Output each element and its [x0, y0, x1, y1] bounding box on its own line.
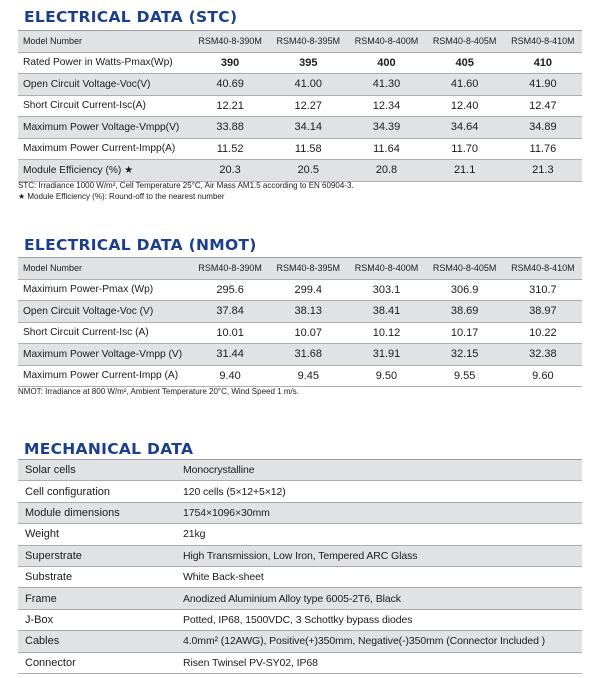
spec-label: Cell configuration [18, 481, 176, 502]
table-cell: 12.40 [426, 95, 504, 117]
model-390m: RSM40-8-390M [191, 258, 269, 280]
spec-value: High Transmission, Low Iron, Tempered ARC Glass [176, 545, 582, 566]
mechanical-table [18, 459, 582, 674]
table-row [18, 524, 582, 545]
table-cell: 400 [347, 52, 425, 74]
table-cell: 10.17 [426, 322, 504, 344]
table-row [18, 609, 582, 630]
nmot-table [18, 257, 582, 387]
efficiency-note: ★ Module Efficiency (%): Round-off to the nearest number [18, 192, 225, 201]
table-cell: 9.50 [347, 365, 425, 387]
table-cell: 405 [426, 52, 504, 74]
spec-label: Connector [18, 652, 176, 673]
table-cell: 32.38 [504, 344, 582, 366]
row-label: Open Circuit Voltage-Voc (V) [18, 301, 191, 323]
row-label: Rated Power in Watts-Pmax(Wp) [18, 52, 191, 74]
table-cell: 38.13 [269, 301, 347, 323]
spec-label: Cables [18, 631, 176, 652]
row-label: Module Efficiency (%) ★ [18, 160, 191, 182]
stc-notes [18, 180, 588, 202]
table-row [18, 631, 582, 652]
row-label: Maximum Power Voltage-Vmpp (V) [18, 344, 191, 366]
table-cell: 11.64 [347, 138, 425, 160]
spec-label: Substrate [18, 566, 176, 587]
nmot-section-title: ELECTRICAL DATA (NMOT) [24, 236, 257, 254]
stc-header-row [18, 31, 582, 53]
table-cell: 20.5 [269, 160, 347, 182]
table-cell: 34.64 [426, 117, 504, 139]
model-405m: RSM40-8-405M [426, 258, 504, 280]
table-cell: 12.34 [347, 95, 425, 117]
nmot-notes [18, 386, 588, 397]
table-cell: 41.30 [347, 74, 425, 96]
model-395m: RSM40-8-395M [269, 31, 347, 53]
spec-value: Monocrystalline [176, 460, 582, 481]
row-label: Maximum Power Current-Impp (A) [18, 365, 191, 387]
spec-value: White Back-sheet [176, 566, 582, 587]
row-label: Short Circuit Current-Isc (A) [18, 322, 191, 344]
table-row [18, 344, 582, 366]
table-row [18, 52, 582, 74]
row-label: Maximum Power Voltage-Vmpp(V) [18, 117, 191, 139]
nmot-note: NMOT: Irradiance at 800 W/m², Ambient Temperature 20°C, Wind Speed 1 m/s. [18, 387, 299, 396]
table-cell: 11.58 [269, 138, 347, 160]
model-410m: RSM40-8-410M [504, 31, 582, 53]
table-cell: 306.9 [426, 279, 504, 301]
table-cell: 33.88 [191, 117, 269, 139]
table-cell: 38.97 [504, 301, 582, 323]
table-row [18, 365, 582, 387]
table-cell: 299.4 [269, 279, 347, 301]
spec-value: 4.0mm² (12AWG), Positive(+)350mm, Negative(-)350mm (Connector Included ) [176, 631, 582, 652]
table-row [18, 566, 582, 587]
table-cell: 41.00 [269, 74, 347, 96]
model-400m: RSM40-8-400M [347, 31, 425, 53]
table-cell: 21.3 [504, 160, 582, 182]
model-410m: RSM40-8-410M [504, 258, 582, 280]
table-cell: 10.01 [191, 322, 269, 344]
table-cell: 34.89 [504, 117, 582, 139]
spec-value: 1754×1096×30mm [176, 502, 582, 523]
spec-label: Solar cells [18, 460, 176, 481]
model-405m: RSM40-8-405M [426, 31, 504, 53]
table-cell: 10.07 [269, 322, 347, 344]
table-cell: 12.21 [191, 95, 269, 117]
table-cell: 11.70 [426, 138, 504, 160]
table-row [18, 95, 582, 117]
table-cell: 20.8 [347, 160, 425, 182]
table-cell: 11.76 [504, 138, 582, 160]
table-row [18, 160, 582, 182]
table-cell: 9.45 [269, 365, 347, 387]
spec-value: 21kg [176, 524, 582, 545]
table-cell: 295.6 [191, 279, 269, 301]
table-row [18, 652, 582, 673]
table-cell: 20.3 [191, 160, 269, 182]
table-cell: 38.69 [426, 301, 504, 323]
mechanical-section-title: MECHANICAL DATA [24, 440, 194, 458]
table-cell: 31.44 [191, 344, 269, 366]
table-cell: 310.7 [504, 279, 582, 301]
table-row [18, 322, 582, 344]
table-cell: 31.68 [269, 344, 347, 366]
row-label: Maximum Power Current-Impp(A) [18, 138, 191, 160]
row-label: Short Circuit Current-Isc(A) [18, 95, 191, 117]
spec-value: Potted, IP68, 1500VDC, 3 Schottky bypass diodes [176, 609, 582, 630]
table-row [18, 138, 582, 160]
table-cell: 10.12 [347, 322, 425, 344]
table-cell: 390 [191, 52, 269, 74]
row-label: Open Circuit Voltage-Voc(V) [18, 74, 191, 96]
table-cell: 31.91 [347, 344, 425, 366]
table-cell: 303.1 [347, 279, 425, 301]
spec-label: Frame [18, 588, 176, 609]
table-cell: 34.39 [347, 117, 425, 139]
nmot-header-row [18, 258, 582, 280]
row-label: Maximum Power-Pmax (Wp) [18, 279, 191, 301]
spec-label: Weight [18, 524, 176, 545]
table-cell: 41.90 [504, 74, 582, 96]
header-label: Model Number [18, 258, 191, 280]
table-cell: 38.41 [347, 301, 425, 323]
table-row [18, 502, 582, 523]
table-row [18, 460, 582, 481]
table-cell: 395 [269, 52, 347, 74]
table-cell: 34.14 [269, 117, 347, 139]
table-cell: 9.60 [504, 365, 582, 387]
spec-value: Risen Twinsel PV-SY02, IP68 [176, 652, 582, 673]
model-395m: RSM40-8-395M [269, 258, 347, 280]
table-cell: 21.1 [426, 160, 504, 182]
table-row [18, 117, 582, 139]
table-cell: 32.15 [426, 344, 504, 366]
table-row [18, 279, 582, 301]
table-cell: 410 [504, 52, 582, 74]
table-cell: 40.69 [191, 74, 269, 96]
table-row [18, 545, 582, 566]
table-cell: 9.55 [426, 365, 504, 387]
table-row [18, 481, 582, 502]
spec-label: Module dimensions [18, 502, 176, 523]
table-row [18, 301, 582, 323]
table-cell: 12.47 [504, 95, 582, 117]
table-cell: 10.22 [504, 322, 582, 344]
model-390m: RSM40-8-390M [191, 31, 269, 53]
table-cell: 11.52 [191, 138, 269, 160]
table-cell: 9.40 [191, 365, 269, 387]
table-row [18, 588, 582, 609]
table-cell: 37.84 [191, 301, 269, 323]
stc-note: STC: Irradiance 1000 W/m², Cell Temperature 25°C, Air Mass AM1.5 according to EN 60904-3. [18, 181, 354, 190]
spec-value: Anodized Aluminium Alloy type 6005-2T6, Black [176, 588, 582, 609]
spec-value: 120 cells (5×12+5×12) [176, 481, 582, 502]
table-row [18, 74, 582, 96]
header-label: Model Number [18, 31, 191, 53]
stc-table [18, 30, 582, 182]
table-cell: 12.27 [269, 95, 347, 117]
spec-label: Superstrate [18, 545, 176, 566]
stc-section-title: ELECTRICAL DATA (STC) [24, 8, 238, 26]
model-400m: RSM40-8-400M [347, 258, 425, 280]
spec-label: J-Box [18, 609, 176, 630]
table-cell: 41.60 [426, 74, 504, 96]
